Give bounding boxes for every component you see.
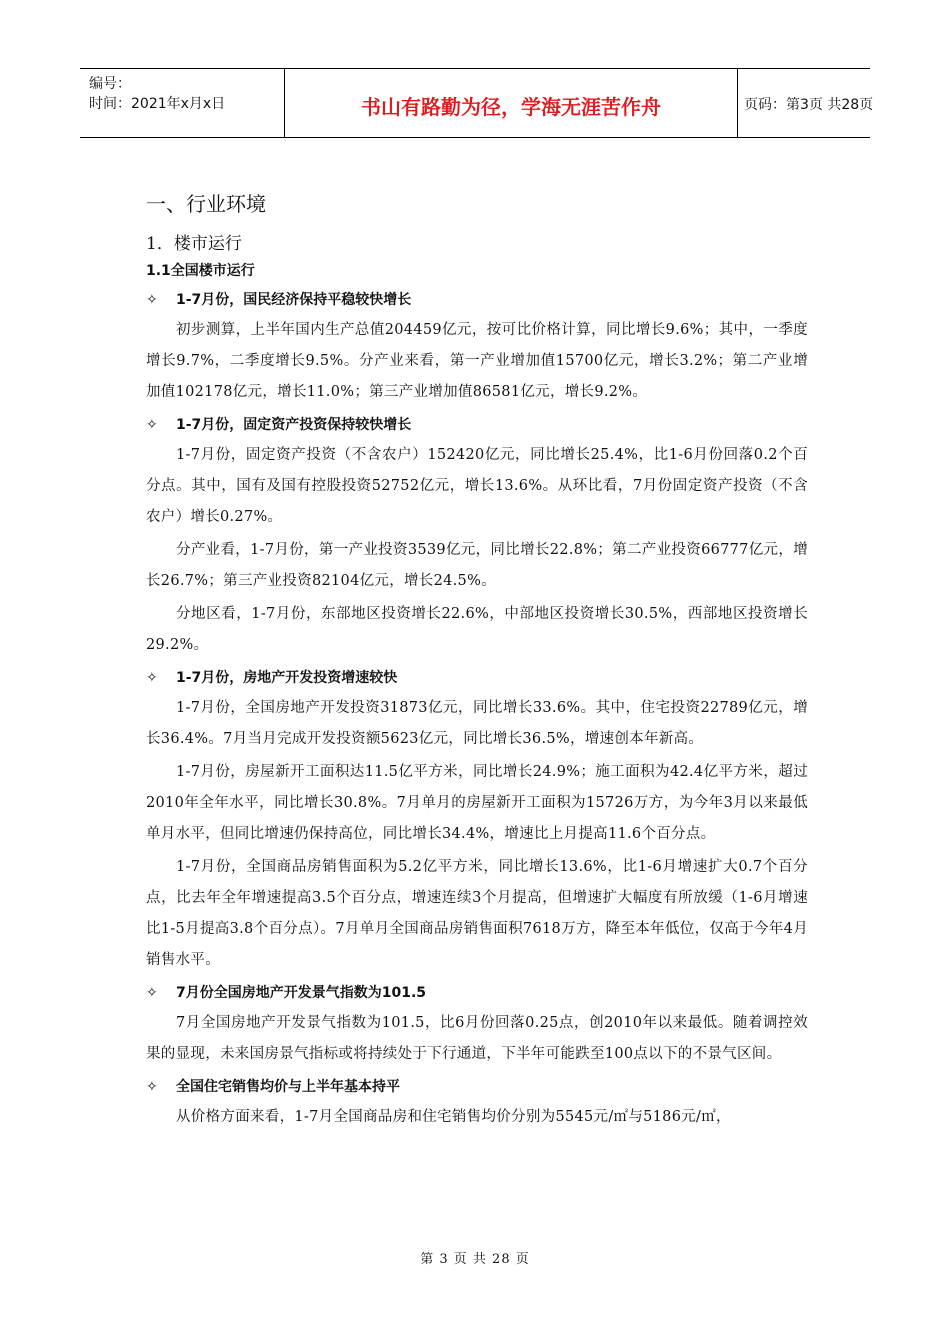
header-meta-cell: [80, 69, 284, 137]
content-block: [146, 1072, 808, 1133]
bullet-heading-text: 1-7月份，国民经济保持平稳较快增长: [176, 292, 412, 308]
header-page-cell: [736, 69, 874, 137]
section-subtitle: 1．楼市运行: [146, 234, 242, 254]
diamond-bullet-icon: ✧: [146, 985, 158, 1001]
diamond-bullet-icon: ✧: [146, 670, 158, 686]
body-paragraph: 7月全国房地产开发景气指数为101.5，比6月份回落0.25点，创2010年以来最低。随着调控效果的显现，未来国房景气指标或将持续处于下行通道，下半年可能跌至100点以下的不景气区间。: [146, 1015, 808, 1062]
body-paragraph: 1-7月份，固定资产投资（不含农户）152420亿元，同比增长25.4%，比1-6月份回落0.2个百分点。其中，国有及国有控股投资52752亿元，增长13.6%。从环比看，7月份固定资产投资（不含农户）增长0.27%。: [146, 447, 808, 525]
page-info: 页码：第3页 共28页: [744, 97, 874, 113]
body-paragraph: 分地区看，1-7月份，东部地区投资增长22.6%，中部地区投资增长30.5%，西部地区投资增长29.2%。: [146, 606, 808, 653]
body-paragraph: 1-7月份，全国商品房销售面积为5.2亿平方米，同比增长13.6%，比1-6月增速扩大0.7个百分点，比去年全年增速提高3.5个百分点，增速连续3个月提高，但增速扩大幅度有所放缓（1-6月增速比1-5月提高3.8个百分点）。7月单月全国商品房销售面积7618万方，降至本年低位，仅高于今年4月销售水平。: [146, 859, 808, 968]
content-block: [146, 285, 808, 408]
bullet-heading-text: 7月份全国房地产开发景气指数为101.5: [176, 985, 427, 1001]
diamond-bullet-icon: ✧: [146, 417, 158, 433]
bullet-heading-text: 1-7月份，房地产开发投资增速较快: [176, 670, 398, 686]
bullet-heading-text: 1-7月份，固定资产投资保持较快增长: [176, 417, 412, 433]
section-sub-subtitle: 1.1全国楼市运行: [146, 263, 255, 279]
doc-number-label: 编号：: [89, 76, 131, 92]
body-paragraph: 初步测算，上半年国内生产总值204459亿元，按可比价格计算，同比增长9.6%；其中，一季度增长9.7%，二季度增长9.5%。分产业来看，第一产业增加值15700亿元，增长3.2%；第二产业增加值102178亿元，增长11.0%；第三产业增加值86581亿元，增长9.2%。: [146, 322, 808, 400]
body-paragraph: 从价格方面来看，1-7月全国商品房和住宅销售均价分别为5545元/㎡与5186元/㎡，: [176, 1109, 731, 1125]
header-motto-cell: [284, 69, 738, 137]
page-footer: 第 3 页 共 28 页: [420, 1252, 530, 1267]
body-paragraph: 1-7月份，房屋新开工面积达11.5亿平方米，同比增长24.9%；施工面积为42.4亿平方米，超过2010年全年水平，同比增长30.8%。7月单月的房屋新开工面积为15726万方，为今年3月以来最低单月水平，但同比增速仍保持高位，同比增长34.4%，增速比上月提高11.6个百分点。: [146, 764, 808, 842]
bullet-heading: [146, 1072, 808, 1102]
body-paragraph: 分产业看，1-7月份，第一产业投资3539亿元，同比增长22.8%；第二产业投资66777亿元，增长26.7%；第三产业投资82104亿元，增长24.5%。: [146, 542, 808, 589]
bullet-heading-text: 全国住宅销售均价与上半年基本持平: [176, 1079, 400, 1095]
body-paragraph: 1-7月份，全国房地产开发投资31873亿元，同比增长33.6%。其中，住宅投资22789亿元，增长36.4%。7月当月完成开发投资额5623亿元，同比增长36.5%，增速创本年新高。: [146, 700, 808, 747]
content-block: [146, 978, 808, 1070]
diamond-bullet-icon: ✧: [146, 1079, 158, 1095]
bullet-heading: [146, 410, 808, 440]
section-title: 一、行业环境: [146, 192, 266, 216]
page-header: [80, 68, 874, 138]
date-line: 时间：2021年x月x日: [89, 96, 226, 112]
content-block: [146, 410, 808, 661]
document-body: [146, 190, 808, 1135]
bullet-heading: [146, 663, 808, 693]
motto-text: 书山有路勤为径，学海无涯苦作舟: [361, 95, 661, 119]
diamond-bullet-icon: ✧: [146, 292, 158, 308]
bullet-heading: [146, 978, 808, 1008]
bullet-heading: [146, 285, 808, 315]
content-block: [146, 663, 808, 976]
